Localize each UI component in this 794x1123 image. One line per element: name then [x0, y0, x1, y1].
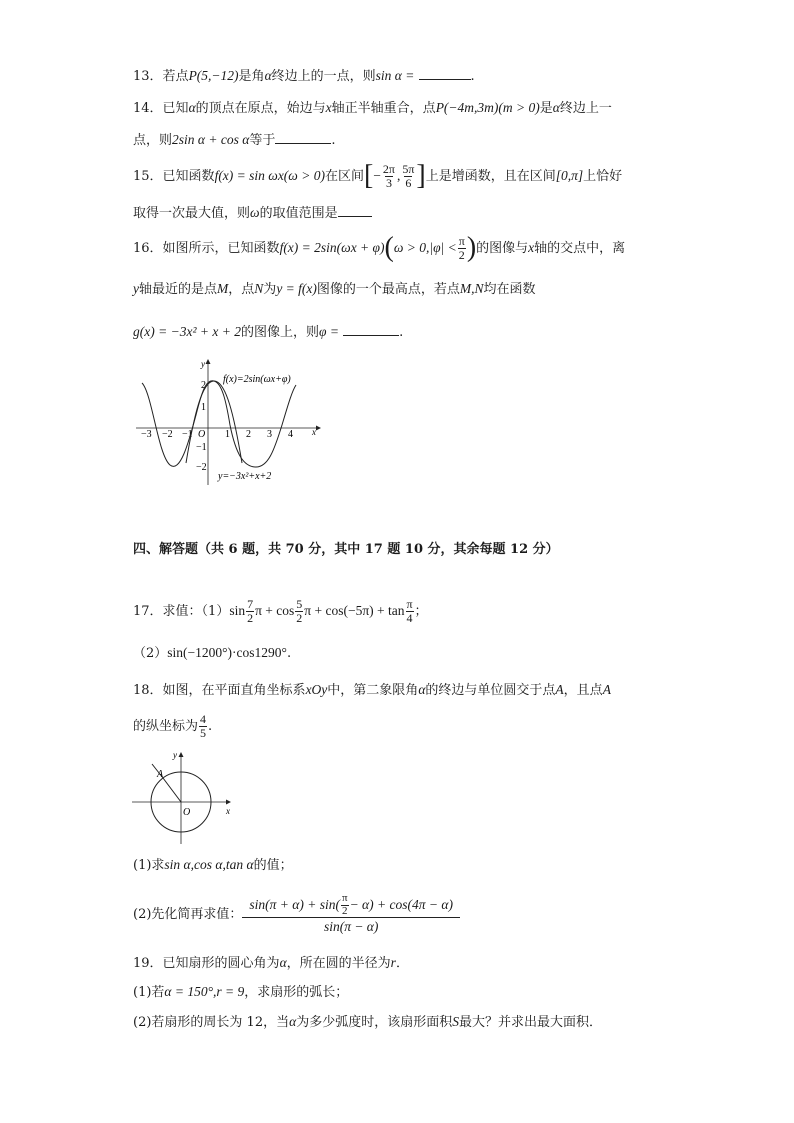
graph-18 [130, 748, 240, 848]
x-tick: −2 [162, 429, 173, 440]
x-tick: 4 [288, 429, 293, 440]
question-16-line-1: 16． 如图所示，已知函数 f(x) = 2sin(ωx + φ) ( ω > 0,|φ| < $\frac{\pi}{2}$ ) 的图像与 x 轴的交点中，离 [133, 232, 626, 263]
x-tick: 2 [246, 429, 251, 440]
question-17-line-1: 17． 求值：（1） sin $\frac{7}{2}$ π + cos $\frac{5}{2}$ π + cos(−5π) + tan $\frac{\pi}{4}$ ； [133, 596, 428, 625]
question-19-sub-1: (1)若α = 150°,r = 9，求扇形的弧长； [133, 984, 349, 1000]
left-bracket: [ [363, 160, 374, 191]
question-15-line-1: 15． 已知函数 f(x) = sin ωx(ω > 0) 在区间 [ − $\frac{2\pi}{3}$ , $\frac{5\pi}{6}$ ] 上是增函数，且在区间 [0,π] 上恰好 [133, 160, 623, 191]
answer-blank[interactable] [338, 205, 372, 217]
x-ticks [141, 429, 293, 440]
answer-blank[interactable] [275, 132, 331, 144]
question-17-line-2: （2）sin(−1200°)·cos1290°. [133, 645, 292, 661]
y-tick: 1 [201, 402, 206, 413]
f-label: f(x)=2sin(ωx+φ) [223, 374, 291, 385]
question-14-line-1: 14．已知α的顶点在原点，始边与x轴正半轴重合，点P(−4m,3m)(m > 0)是α终边上一 [133, 100, 612, 116]
question-18-line-2: 的纵坐标为 $\frac{4}{5}$ . [133, 711, 213, 740]
graph-16 [130, 355, 330, 490]
fraction: $\frac{2\pi}{3}$ [382, 161, 395, 190]
y-ticks [196, 380, 207, 473]
fraction: $\frac{\pi}{4}$ [406, 596, 413, 625]
x-tick: −3 [141, 429, 152, 440]
y-arrow-icon [206, 359, 211, 364]
y-tick: 2 [201, 380, 206, 391]
big-fraction: sin(π + α) + sin( $\frac{\pi}{2}$ − α) + cos(4π − α) sin(π − α) [243, 893, 459, 934]
answer-blank[interactable] [419, 68, 471, 80]
x-tick: 1 [225, 429, 230, 440]
origin-label: O [198, 429, 206, 440]
question-18-sub-2: (2)先化简再求值： sin(π + α) + sin( $\frac{\pi}{2}$ − α) + cos(4π − α) sin(π − α) [133, 888, 460, 940]
fraction: $\frac{7}{2}$ [247, 596, 254, 625]
g-label: y=−3x²+x+2 [218, 471, 272, 482]
x-axis-label: x [226, 806, 230, 816]
answer-blank[interactable] [343, 324, 399, 336]
origin-label: O [183, 807, 191, 818]
x-arrow-icon [316, 426, 321, 431]
question-18-sub-1: (1)求sin α,cos α,tan α的值； [133, 857, 293, 873]
question-19-sub-2: (2)若扇形的周长为 12，当α为多少弧度时，该扇形面积S最大？并求出最大面积． [133, 1014, 602, 1030]
question-16-line-3: g(x) = −3x² + x + 2的图像上，则φ = . [133, 324, 404, 340]
fraction: $\frac{5\pi}{6}$ [402, 161, 415, 190]
fraction: $\frac{\pi}{2}$ [458, 233, 465, 262]
x-tick: −1 [182, 429, 193, 440]
question-19: 19．已知扇形的圆心角为α，所在圆的半径为r． [133, 955, 409, 971]
y-axis-label: y [201, 359, 205, 369]
x-tick: 3 [267, 429, 272, 440]
question-15-line-2: 取得一次最大值，则ω的取值范围是 [133, 205, 372, 220]
terminal-side [163, 778, 181, 802]
y-tick: −1 [196, 442, 207, 453]
y-arrow-icon [179, 752, 184, 757]
fraction: $\frac{5}{2}$ [296, 596, 303, 625]
right-bracket: ] [416, 160, 426, 191]
x-axis-label: x [312, 427, 316, 437]
question-16-line-2: y轴最近的是点M，点N为y = f(x)图像的一个最高点，若点M,N均在函数 [133, 281, 536, 297]
question-18-line-1: 18．如图，在平面直角坐标系xOy中，第二象限角α的终边与单位圆交于点A，且点A [133, 682, 611, 698]
y-axis-label: y [173, 750, 177, 760]
x-arrow-icon [226, 800, 231, 805]
fraction: $\frac{4}{5}$ [200, 711, 207, 740]
point-a-label: A [157, 769, 164, 780]
section-4-heading: 四、解答题（共 6 题，共 70 分，其中 17 题 10 分，其余每题 12 分） [133, 542, 559, 557]
y-tick: −2 [196, 462, 207, 473]
sine-curve [142, 381, 296, 467]
question-13: 13．若点P(5,−12)是角α终边上的一点，则sin α = . [133, 68, 475, 84]
question-14-line-2: 点，则2sin α + cos α等于 . [133, 132, 336, 148]
